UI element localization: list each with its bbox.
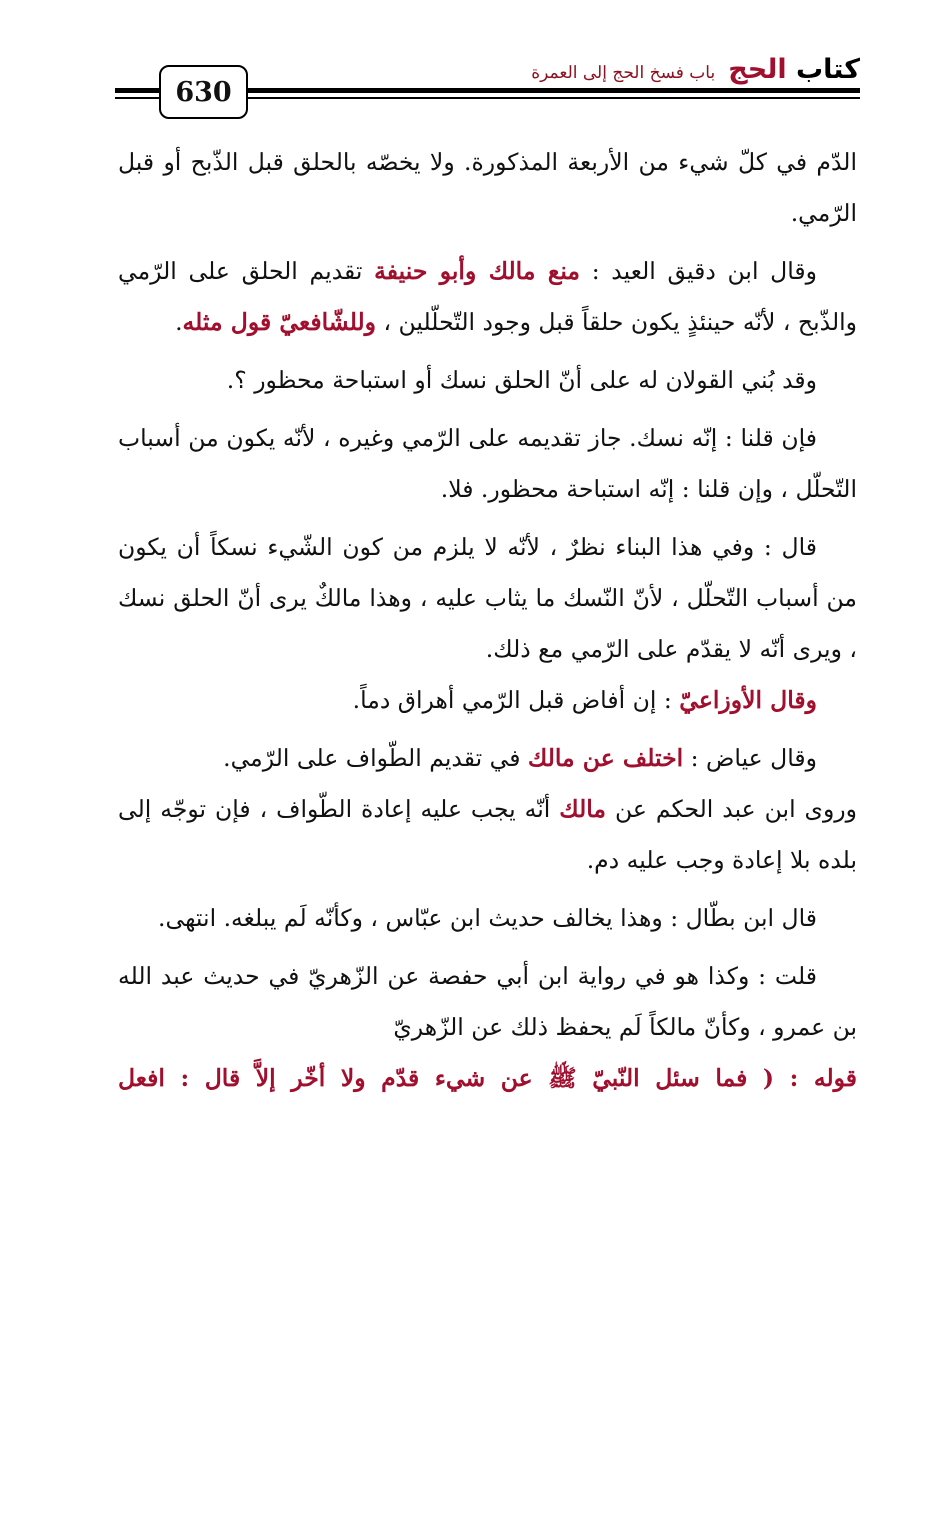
running-title <box>531 54 860 85</box>
page-body <box>118 137 857 1104</box>
paragraph-2-text-c: تقديم الحلق على الرّمي والذّبح ، لأنّه حينئذٍ يكون حلقاً قبل وجود التّحلّلين ، <box>118 257 857 336</box>
paragraph-6 <box>118 675 857 726</box>
paragraph-2-text-e: . <box>175 308 183 336</box>
book-title <box>728 54 860 85</box>
paragraph-4: فإن قلنا : إنّه نسك. جاز تقديمه على الرّمي وغيره ، لأنّه يكون من أسباب التّحلّل ، وإن قلنا : إنّه استباحة محظور. فلا. <box>118 424 857 503</box>
paragraph-2 <box>118 246 857 348</box>
paragraph-7 <box>118 733 857 784</box>
paragraph-8 <box>118 784 857 886</box>
paragraph-6-text-b: : إن أفاض قبل الرّمي أهراق دماً. <box>352 686 680 714</box>
book-title-highlight: الحج <box>728 54 787 85</box>
paragraph-5: قال : وفي هذا البناء نظرٌ ، لأنّه لا يلزم من كون الشّيء نسكاً أن يكون من أسباب التّحلّل ، لأنّ النّسك ما يثاب عليه ، وهذا مالكٌ يرى أنّ الحلق نسك ، ويرى أنّه لا يقدّم على الرّمي مع ذلك. <box>118 533 857 663</box>
paragraph-9: قال ابن بطّال : وهذا يخالف حديث ابن عبّاس ، وكأنّه لَم يبلغه. انتهى. <box>158 904 817 932</box>
paragraph-8-text-c: أنّه يجب عليه إعادة الطّواف ، فإن توجّه إلى بلده بلا إعادة وجب عليه دم. <box>118 795 857 874</box>
highlight-malik-abu-hanifa: منع مالك وأبو حنيفة <box>374 257 581 285</box>
highlight-awzai: وقال الأوزاعيّ <box>679 686 817 714</box>
page-header <box>115 40 860 135</box>
hadith-quote-line: قوله : ( فما سئل النّبيّ ﷺ عن شيء قدّم ولا أخّر إلاَّ قال : افعل <box>118 1064 857 1092</box>
highlight-ikhtalaf-malik: اختلف عن مالك <box>527 744 684 772</box>
page-number: 630 <box>159 65 248 119</box>
paragraph-7-text-c: في تقديم الطّواف على الرّمي. <box>223 744 528 772</box>
highlight-shafii: وللشّافعيّ قول مثله <box>182 308 376 336</box>
paragraph-10: قلت : وكذا هو في رواية ابن أبي حفصة عن الزّهريّ في حديث عبد الله بن عمرو ، وكأنّ مالكاً لَم يحفظ ذلك عن الزّهريّ <box>118 962 857 1041</box>
book-title-prefix: كتاب <box>786 54 860 85</box>
paragraph-3: وقد بُني القولان له على أنّ الحلق نسك أو استباحة محظور ؟. <box>226 366 817 394</box>
paragraph-7-text-a: وقال عياض : <box>683 744 817 772</box>
chapter-title: باب فسخ الحج إلى العمرة <box>531 63 716 83</box>
highlight-malik: مالك <box>559 795 607 823</box>
paragraph-8-text-a: وروى ابن عبد الحكم عن <box>606 795 857 823</box>
paragraph-2-text-a: وقال ابن دقيق العيد : <box>580 257 817 285</box>
paragraph-1: الدّم في كلّ شيء من الأربعة المذكورة. ولا يخصّه بالحلق قبل الذّبح أو قبل الرّمي. <box>118 148 857 227</box>
